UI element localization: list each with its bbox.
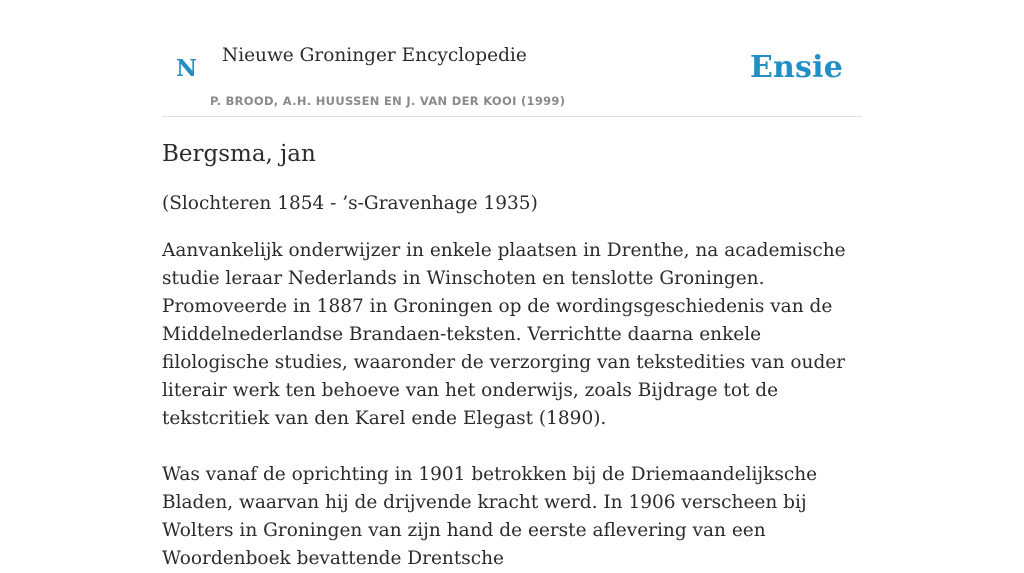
book-authors: P. BROOD, A.H. HUUSSEN EN J. VAN DER KOOI (1999) [210, 94, 566, 108]
entry-paragraph: Aanvankelijk onderwijzer in enkele plaatsen in Drenthe, na academische studie leraar Nederlands in Winschoten en tenslotte Groningen. Promoveerde in 1887 in Groningen op de wordingsgeschiedenis van de Middelnederlandse Brandaen-teksten. Verrichtte daarna enkele filologische studies, waaronder de verzorging van tekstedities van ouder literair werk ten behoeve van het onderwijs, zoals Bijdrage tot de tekstcritiek van den Karel ende Elegast (1890). [162, 240, 846, 429]
book-title-link[interactable]: Nieuwe Groninger Encyclopedie [222, 45, 527, 66]
entry-content [162, 138, 862, 573]
ensie-logo[interactable]: Ensie [749, 50, 843, 85]
entry-title: Bergsma, jan [162, 141, 316, 167]
book-logo[interactable]: N [176, 55, 198, 82]
entry-subtitle: (Slochteren 1854 - ’s-Gravenhage 1935) [162, 193, 538, 214]
entry-paragraph: Was vanaf de oprichting in 1901 betrokken bij de Driemaandelijksche Bladen, waarvan hij de drijvende kracht werd. In 1906 verscheen bij Wolters in Groningen van zijn hand de eerste aflevering van een Woordenboek bevattende Drentsche [162, 464, 818, 569]
header [162, 0, 862, 117]
